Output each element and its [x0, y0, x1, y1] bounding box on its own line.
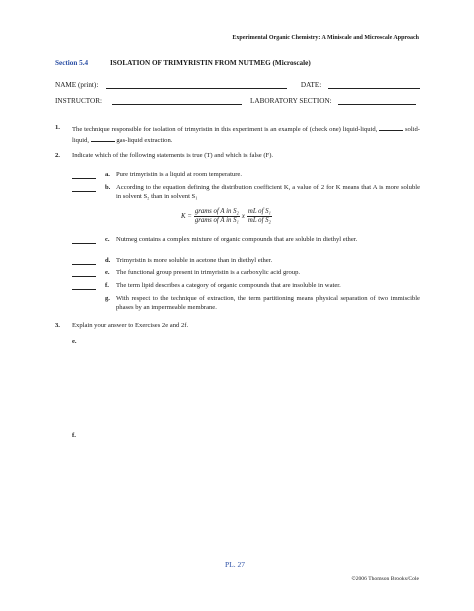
name-date-row	[55, 81, 420, 89]
question-number: 2.	[55, 152, 60, 159]
item-letter: b.	[105, 184, 111, 191]
q2c-answer-blank[interactable]	[72, 237, 96, 244]
instructor-row	[55, 97, 420, 105]
section-title: ISOLATION OF TRIMYRISTIN FROM NUTMEG (Microscale)	[109, 59, 311, 67]
date-label: DATE:	[300, 81, 322, 89]
date-field[interactable]	[328, 81, 420, 89]
q2-item-f: f. The term lipid describes a category of organic compounds that are insoluble in water.	[72, 282, 420, 291]
copyright-notice: ©2006 Thomson Brooks/Cole	[351, 576, 419, 582]
distribution-coefficient-formula: K = $\frac{\text{grams of A in S₂}}{\text{grams of A in S₁}}$ x $\frac{\text{mL of S₁}}{\text{mL of S₂}}$	[181, 208, 271, 224]
name-label: NAME (print):	[55, 81, 99, 89]
q2-item-c: c. Nutmeg contains a complex mixture of organic compounds that are soluble in diethyl ether.	[72, 236, 420, 245]
question-number: 1.	[55, 124, 60, 131]
question-number: 3.	[55, 322, 60, 329]
running-header: Experimental Organic Chemistry: A Miniscale and Microscale Approach	[232, 35, 419, 41]
q1-answer-blank-liquid[interactable]	[379, 124, 403, 131]
q2f-answer-blank[interactable]	[72, 283, 96, 290]
q2-item-d: d. Trimyristin is more soluble in acetone than in diethyl ether.	[72, 257, 420, 266]
q1-answer-blank-solid[interactable]	[91, 135, 115, 142]
item-letter: e.	[105, 269, 110, 276]
item-letter: c.	[105, 236, 110, 243]
q2a-answer-blank[interactable]	[72, 172, 96, 179]
q2b-answer-blank[interactable]	[72, 185, 96, 192]
question-1-text: The technique responsible for isolation of trimyristin in this experiment is an example of (check one) liquid-liquid, solid-liquid, gas-liquid extraction.	[72, 126, 420, 144]
item-letter: d.	[105, 257, 111, 264]
lab-section-label: LABORATORY SECTION:	[250, 97, 332, 105]
answer-label-e: e.	[72, 338, 77, 345]
q2-item-e: e. The functional group present in trimyristin is a carboxylic acid group.	[72, 269, 420, 278]
q2-item-g: g. With respect to the technique of extraction, the term partitioning means physical separation of two immiscible phases by an impermeable membrane.	[105, 295, 420, 311]
name-field[interactable]	[106, 81, 287, 89]
answer-area-f[interactable]	[72, 444, 420, 544]
section-heading	[55, 59, 311, 67]
item-letter: f.	[105, 282, 109, 289]
question-3-text: Explain your answer to Exercises 2e and 2f.	[72, 322, 189, 329]
item-letter: a.	[105, 171, 110, 178]
instructor-label: INSTRUCTOR:	[55, 97, 102, 105]
answer-label-f: f.	[72, 432, 76, 439]
section-number: Section 5.4	[55, 59, 89, 67]
question-2	[55, 152, 420, 161]
instructor-field[interactable]	[112, 97, 242, 105]
question-2-text: Indicate which of the following statements is true (T) and which is false (F).	[72, 152, 274, 159]
question-3	[55, 322, 420, 331]
q2e-answer-blank[interactable]	[72, 270, 96, 277]
page-number: PL. 27	[225, 560, 246, 569]
answer-area-e[interactable]	[72, 350, 420, 420]
item-letter: g.	[105, 295, 110, 302]
q2-item-b: b. According to the equation defining the distribution coefficient K, a value of 2 for K means that A is more soluble in solvent S₂ than in solvent S₁	[72, 184, 420, 201]
q2-item-a: a. Pure trimyristin is a liquid at room temperature.	[72, 171, 420, 180]
lab-section-field[interactable]	[338, 97, 416, 105]
question-1	[55, 124, 420, 145]
q2d-answer-blank[interactable]	[72, 258, 96, 265]
